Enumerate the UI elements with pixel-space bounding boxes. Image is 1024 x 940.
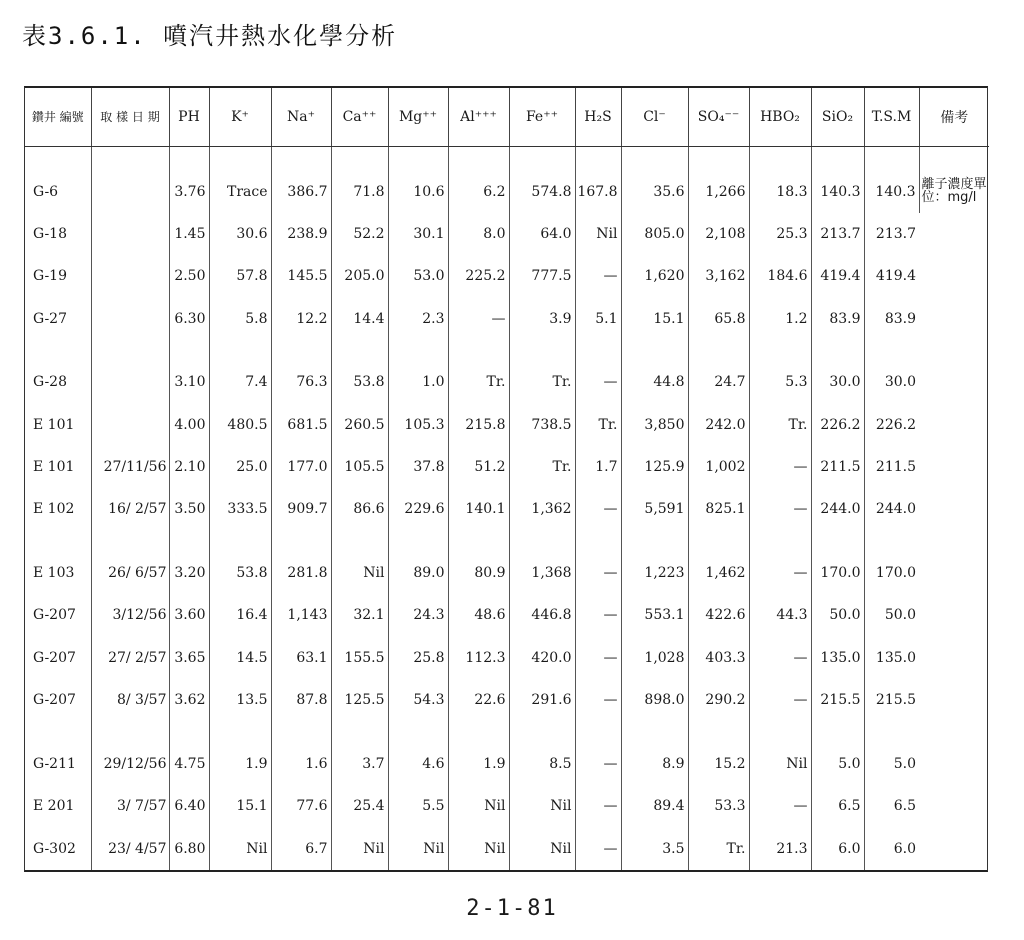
value-cell: 37.8: [388, 446, 448, 488]
column-header: Na⁺: [271, 88, 331, 147]
value-cell: 7.4: [209, 361, 271, 403]
value-cell: 30.6: [209, 213, 271, 255]
column-header: Fe⁺⁺: [509, 88, 575, 147]
value-cell: 8.0: [448, 213, 509, 255]
remark-cell: 離子濃度單位：mg/l: [921, 177, 987, 206]
table-body: [25, 147, 989, 871]
value-cell: 226.2: [875, 416, 916, 433]
header-row: [25, 88, 989, 147]
value-cell: 6.40: [169, 785, 209, 827]
sample-date-cell: 16/ 2/57: [91, 488, 169, 530]
value-cell: Tr.: [509, 361, 575, 403]
value-cell: 50.0: [884, 607, 916, 624]
value-cell: 80.9: [448, 552, 509, 594]
value-cell: —: [575, 827, 621, 870]
table-row: [25, 446, 989, 488]
value-cell: Tr.: [448, 361, 509, 403]
value-cell: 13.5: [209, 679, 271, 721]
value-cell: 1,620: [621, 255, 688, 297]
value-cell: 53.8: [209, 552, 271, 594]
value-cell: 87.8: [271, 679, 331, 721]
value-cell: 291.6: [509, 679, 575, 721]
value-cell: 140.3: [864, 170, 919, 212]
well-id-cell: G-207: [25, 594, 91, 636]
value-cell: 77.6: [271, 785, 331, 827]
value-cell: Nil: [209, 827, 271, 870]
value-cell: 3.60: [169, 594, 209, 636]
column-header: HBO₂: [749, 88, 811, 147]
value-cell: 22.6: [448, 679, 509, 721]
value-cell: 4.6: [388, 743, 448, 785]
value-cell: 89.4: [621, 785, 688, 827]
value-cell: 225.2: [448, 255, 509, 297]
value-cell: 170.0: [875, 565, 916, 582]
sample-date-cell: [91, 403, 169, 445]
value-cell: 825.1: [688, 488, 749, 530]
sample-date-cell: 29/12/56: [91, 743, 169, 785]
value-cell: 215.8: [448, 403, 509, 445]
value-cell: 8.9: [621, 743, 688, 785]
value-cell: 89.0: [388, 552, 448, 594]
value-cell: 15.2: [688, 743, 749, 785]
well-id-cell: G-19: [25, 255, 91, 297]
value-cell: 681.5: [271, 403, 331, 445]
value-cell: 5.0: [811, 743, 864, 785]
value-cell: 57.8: [209, 255, 271, 297]
value-cell: 6.0: [811, 827, 864, 870]
column-header: 備考: [919, 88, 989, 147]
value-cell: 1.6: [271, 743, 331, 785]
value-cell: 25.8: [388, 637, 448, 679]
value-cell: 135.0: [875, 649, 916, 666]
value-cell: Tr.: [688, 827, 749, 870]
well-id-cell: G-211: [25, 743, 91, 785]
well-id-cell: G-27: [25, 298, 91, 340]
value-cell: 3,162: [688, 255, 749, 297]
value-cell: 3.65: [169, 637, 209, 679]
value-cell: 419.4: [875, 268, 916, 285]
spacer-row: [25, 147, 989, 171]
table-row: [25, 488, 989, 530]
sample-date-cell: 3/ 7/57: [91, 785, 169, 827]
value-cell: 1.9: [209, 743, 271, 785]
column-header: 取 樣 日 期: [91, 88, 169, 147]
value-cell: 1,266: [688, 170, 749, 212]
value-cell: Nil: [331, 827, 388, 870]
value-cell: 420.0: [509, 637, 575, 679]
table-row: [25, 594, 989, 636]
value-cell: —: [575, 637, 621, 679]
value-cell: 44.3: [749, 594, 811, 636]
table-row: [25, 552, 989, 594]
well-id-cell: E 103: [25, 552, 91, 594]
value-cell: 1.2: [749, 298, 811, 340]
value-cell: 211.5: [811, 446, 864, 488]
group-gap-row: [25, 340, 989, 361]
value-cell: 145.5: [271, 255, 331, 297]
value-cell: 226.2: [811, 403, 864, 445]
value-cell: 25.0: [209, 446, 271, 488]
well-id-cell: G-207: [25, 679, 91, 721]
value-cell: 898.0: [621, 679, 688, 721]
value-cell: 15.1: [621, 298, 688, 340]
analysis-table-frame: [24, 86, 988, 872]
value-cell: 64.0: [509, 213, 575, 255]
value-cell: 229.6: [388, 488, 448, 530]
value-cell: 260.5: [331, 403, 388, 445]
value-cell: Tr.: [575, 403, 621, 445]
column-header: T.S.M: [864, 88, 919, 147]
value-cell: 140.1: [448, 488, 509, 530]
table-row: [25, 213, 989, 255]
analysis-table: [25, 88, 989, 870]
value-cell: 3,850: [621, 403, 688, 445]
value-cell: 184.6: [749, 255, 811, 297]
value-cell: 1,143: [271, 594, 331, 636]
value-cell: 24.7: [688, 361, 749, 403]
table-row: [25, 827, 989, 870]
value-cell: 213.7: [875, 225, 916, 242]
value-cell: 24.3: [388, 594, 448, 636]
value-cell: 215.5: [875, 692, 916, 709]
well-id-cell: E 101: [25, 446, 91, 488]
value-cell: 3.62: [169, 679, 209, 721]
value-cell: 1,462: [688, 552, 749, 594]
value-cell: 1,002: [688, 446, 749, 488]
table-row: [25, 170, 989, 212]
value-cell: 213.7: [811, 213, 864, 255]
value-cell: —: [749, 637, 811, 679]
value-cell: 244.0: [811, 488, 864, 530]
value-cell: 1.7: [575, 446, 621, 488]
value-cell: 83.9: [811, 298, 864, 340]
value-cell: 238.9: [271, 213, 331, 255]
value-cell: 8.5: [509, 743, 575, 785]
column-header: Mg⁺⁺: [388, 88, 448, 147]
value-cell: —: [575, 255, 621, 297]
well-id-cell: G-302: [25, 827, 91, 870]
value-cell: 32.1: [331, 594, 388, 636]
value-cell: 5.3: [749, 361, 811, 403]
value-cell: 3.7: [331, 743, 388, 785]
value-cell: 480.5: [209, 403, 271, 445]
sample-date-cell: [91, 170, 169, 212]
value-cell: 135.0: [811, 637, 864, 679]
sample-date-cell: 23/ 4/57: [91, 827, 169, 870]
sample-date-cell: [91, 213, 169, 255]
well-id-cell: G-28: [25, 361, 91, 403]
value-cell: 30.0: [811, 361, 864, 403]
value-cell: —: [575, 785, 621, 827]
value-cell: 14.5: [209, 637, 271, 679]
value-cell: Nil: [448, 827, 509, 870]
value-cell: 76.3: [271, 361, 331, 403]
value-cell: 6.5: [811, 785, 864, 827]
value-cell: 3.50: [169, 488, 209, 530]
value-cell: 5.5: [388, 785, 448, 827]
value-cell: 446.8: [509, 594, 575, 636]
value-cell: 777.5: [509, 255, 575, 297]
value-cell: 65.8: [688, 298, 749, 340]
value-cell: Trace: [209, 170, 271, 212]
value-cell: 15.1: [209, 785, 271, 827]
value-cell: 71.8: [331, 170, 388, 212]
value-cell: 10.6: [388, 170, 448, 212]
well-id-cell: G-18: [25, 213, 91, 255]
table-row: [25, 361, 989, 403]
column-header: Cl⁻: [621, 88, 688, 147]
value-cell: Nil: [749, 743, 811, 785]
column-header: 鑽井 編號: [25, 88, 91, 147]
value-cell: 2.10: [169, 446, 209, 488]
value-cell: 215.5: [811, 679, 864, 721]
value-cell: 909.7: [271, 488, 331, 530]
value-cell: 112.3: [448, 637, 509, 679]
value-cell: 54.3: [388, 679, 448, 721]
value-cell: Tr.: [749, 403, 811, 445]
value-cell: —: [575, 361, 621, 403]
value-cell: 6.0: [893, 840, 916, 857]
value-cell: 281.8: [271, 552, 331, 594]
value-cell: 805.0: [621, 213, 688, 255]
value-cell: 6.80: [169, 827, 209, 870]
sample-date-cell: [91, 298, 169, 340]
group-gap-row: [25, 531, 989, 552]
value-cell: 422.6: [688, 594, 749, 636]
value-cell: 5.1: [575, 298, 621, 340]
value-cell: 1.0: [388, 361, 448, 403]
value-cell: —: [448, 298, 509, 340]
value-cell: 1,028: [621, 637, 688, 679]
value-cell: 211.5: [875, 459, 916, 476]
table-row: [25, 679, 989, 721]
value-cell: 1.45: [169, 213, 209, 255]
value-cell: 3.9: [509, 298, 575, 340]
value-cell: —: [749, 552, 811, 594]
value-cell: 25.4: [331, 785, 388, 827]
value-cell: 1,223: [621, 552, 688, 594]
value-cell: Nil: [448, 785, 509, 827]
page-title: 表3.6.1. 噴汽井熱水化學分析: [22, 22, 398, 50]
value-cell: 140.3: [811, 170, 864, 212]
well-id-cell: E 102: [25, 488, 91, 530]
value-cell: 5.0: [893, 755, 916, 772]
table-row: [25, 403, 989, 445]
value-cell: —: [749, 679, 811, 721]
value-cell: 290.2: [688, 679, 749, 721]
value-cell: —: [749, 488, 811, 530]
value-cell: 125.5: [331, 679, 388, 721]
value-cell: 125.9: [621, 446, 688, 488]
page-number: 2-1-81: [466, 896, 558, 921]
value-cell: 553.1: [621, 594, 688, 636]
table-row: [25, 298, 989, 340]
well-id-cell: E 101: [25, 403, 91, 445]
sample-date-cell: 27/11/56: [91, 446, 169, 488]
value-cell: 105.5: [331, 446, 388, 488]
value-cell: Nil: [575, 213, 621, 255]
value-cell: 386.7: [271, 170, 331, 212]
value-cell: 2.3: [388, 298, 448, 340]
table-row: [25, 637, 989, 679]
value-cell: 63.1: [271, 637, 331, 679]
sample-date-cell: 27/ 2/57: [91, 637, 169, 679]
value-cell: 244.0: [875, 501, 916, 518]
value-cell: 167.8: [575, 170, 621, 212]
value-cell: 83.9: [884, 310, 916, 327]
value-cell: 5.8: [209, 298, 271, 340]
value-cell: 3.5: [621, 827, 688, 870]
value-cell: 6.2: [448, 170, 509, 212]
sample-date-cell: 3/12/56: [91, 594, 169, 636]
value-cell: —: [749, 785, 811, 827]
value-cell: 6.5: [893, 798, 916, 815]
value-cell: 155.5: [331, 637, 388, 679]
value-cell: 12.2: [271, 298, 331, 340]
value-cell: Nil: [388, 827, 448, 870]
value-cell: —: [575, 488, 621, 530]
value-cell: 574.8: [509, 170, 575, 212]
value-cell: 48.6: [448, 594, 509, 636]
value-cell: 35.6: [621, 170, 688, 212]
sample-date-cell: [91, 361, 169, 403]
value-cell: 3.20: [169, 552, 209, 594]
value-cell: 5,591: [621, 488, 688, 530]
value-cell: 333.5: [209, 488, 271, 530]
value-cell: 205.0: [331, 255, 388, 297]
value-cell: 52.2: [331, 213, 388, 255]
well-id-cell: E 201: [25, 785, 91, 827]
value-cell: 105.3: [388, 403, 448, 445]
value-cell: 403.3: [688, 637, 749, 679]
value-cell: 2,108: [688, 213, 749, 255]
value-cell: Tr.: [509, 446, 575, 488]
value-cell: 30.0: [884, 374, 916, 391]
well-id-cell: G-207: [25, 637, 91, 679]
table-row: [25, 785, 989, 827]
value-cell: Nil: [331, 552, 388, 594]
value-cell: 1,368: [509, 552, 575, 594]
value-cell: 25.3: [749, 213, 811, 255]
value-cell: 738.5: [509, 403, 575, 445]
value-cell: 1.9: [448, 743, 509, 785]
value-cell: 170.0: [811, 552, 864, 594]
table-row: [25, 255, 989, 297]
table-row: [25, 743, 989, 785]
value-cell: 86.6: [331, 488, 388, 530]
column-header: SiO₂: [811, 88, 864, 147]
value-cell: 4.00: [169, 403, 209, 445]
value-cell: 14.4: [331, 298, 388, 340]
value-cell: 2.50: [169, 255, 209, 297]
value-cell: —: [575, 743, 621, 785]
value-cell: 18.3: [749, 170, 811, 212]
value-cell: 16.4: [209, 594, 271, 636]
value-cell: —: [749, 446, 811, 488]
value-cell: 21.3: [749, 827, 811, 870]
value-cell: —: [575, 594, 621, 636]
column-header: SO₄⁻⁻: [688, 88, 749, 147]
sample-date-cell: [91, 255, 169, 297]
sample-date-cell: 8/ 3/57: [91, 679, 169, 721]
value-cell: —: [575, 552, 621, 594]
column-header: PH: [169, 88, 209, 147]
value-cell: Nil: [509, 785, 575, 827]
value-cell: 50.0: [811, 594, 864, 636]
column-header: Ca⁺⁺: [331, 88, 388, 147]
value-cell: 4.75: [169, 743, 209, 785]
value-cell: 242.0: [688, 403, 749, 445]
value-cell: 6.7: [271, 827, 331, 870]
column-header: Al⁺⁺⁺: [448, 88, 509, 147]
value-cell: 177.0: [271, 446, 331, 488]
value-cell: Nil: [509, 827, 575, 870]
value-cell: 53.8: [331, 361, 388, 403]
value-cell: 53.0: [388, 255, 448, 297]
value-cell: 53.3: [688, 785, 749, 827]
column-header: H₂S: [575, 88, 621, 147]
value-cell: 6.30: [169, 298, 209, 340]
value-cell: 3.10: [169, 361, 209, 403]
value-cell: 30.1: [388, 213, 448, 255]
group-gap-row: [25, 721, 989, 742]
value-cell: 419.4: [811, 255, 864, 297]
value-cell: 1,362: [509, 488, 575, 530]
value-cell: 51.2: [448, 446, 509, 488]
value-cell: 3.76: [169, 170, 209, 212]
value-cell: —: [575, 679, 621, 721]
value-cell: 44.8: [621, 361, 688, 403]
column-header: K⁺: [209, 88, 271, 147]
sample-date-cell: 26/ 6/57: [91, 552, 169, 594]
well-id-cell: G-6: [25, 170, 91, 212]
